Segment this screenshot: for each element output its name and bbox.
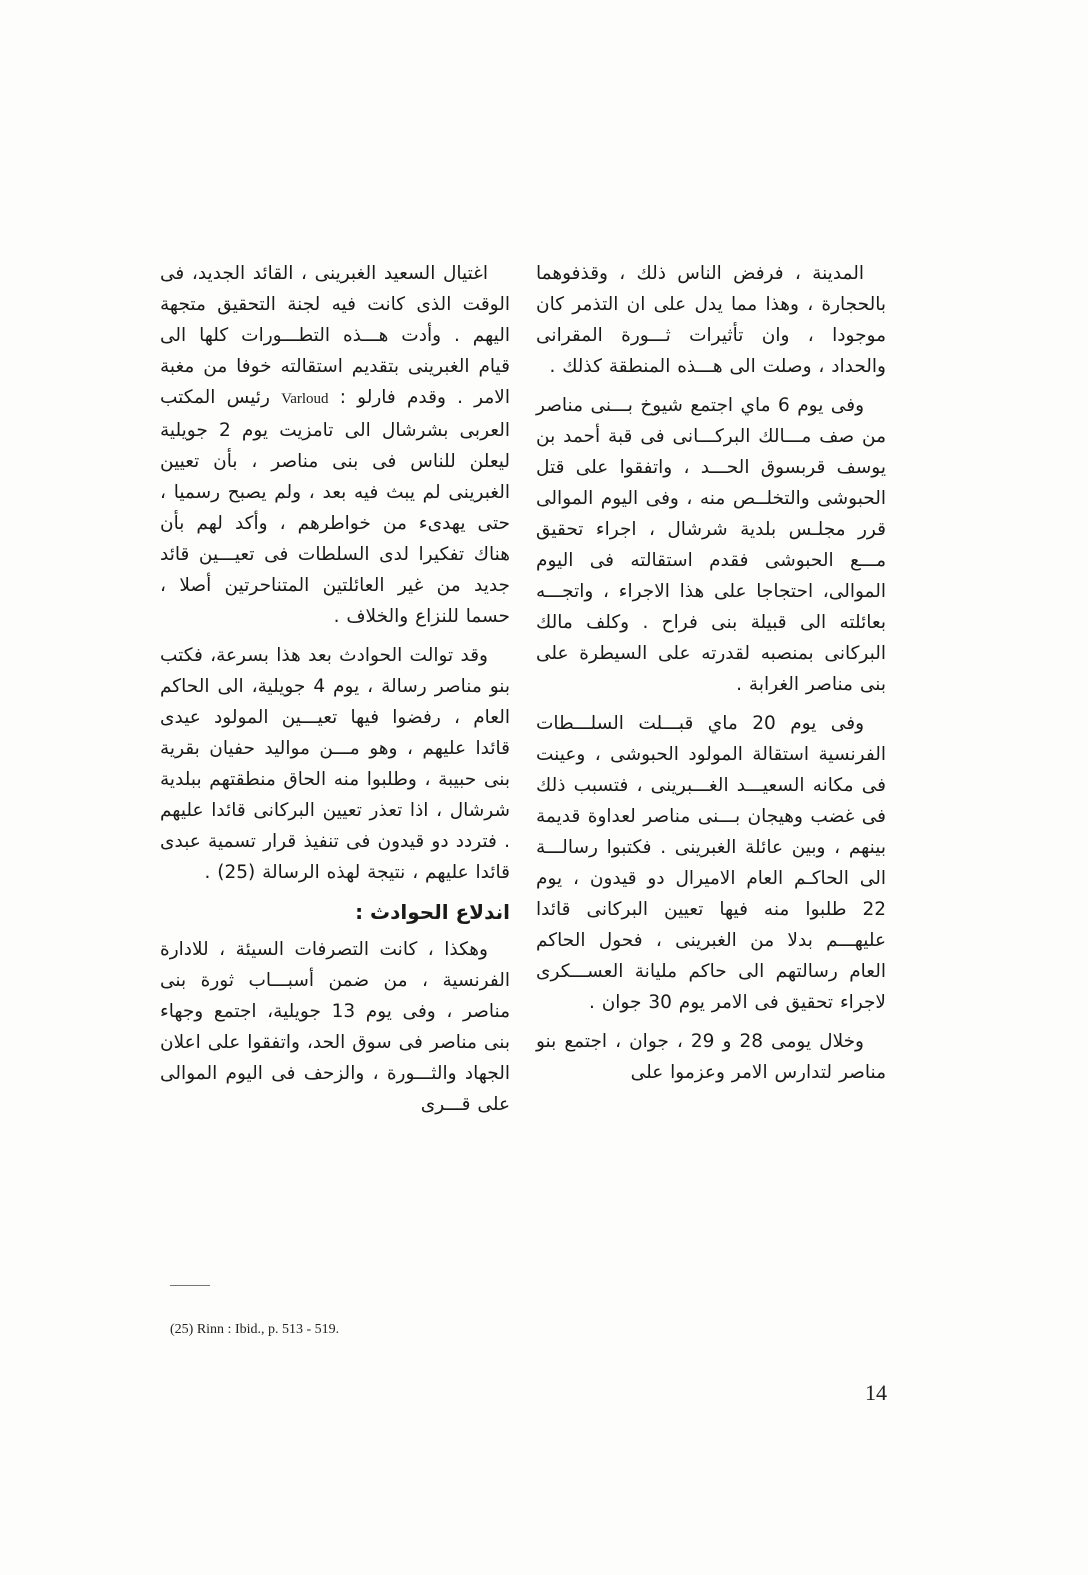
footnote-divider: [170, 1285, 210, 1286]
left-paragraph-3: وهكذا ، كانت التصرفات السيئة ، للادارة الفرنسية ، من ضمن أسبـــاب ثورة بنى مناصر ، وفى يوم 13 جويلية، اجتمع وجهاء بنى مناصر فى سوق الحد، واتفقوا على اعلان الجهاد والثـــورة ، والزحف فى اليوم الموالى على قـــرى: [160, 939, 510, 1115]
left-text-column: [160, 258, 510, 1120]
left-paragraph-2: وقد توالت الحوادث بعد هذا بسرعة، فكتب بنو مناصر رسالة ، يوم 4 جويلية، الى الحاكم العام ، رفضوا فيها تعيـــين المولود عيدى قائدا عليهم ، وهو مـــن مواليد حفيان بقرية بنى حبيبة ، وطلبوا منه الحاق منطقتهم ببلدية شرشال ، اذا تعذر تعيين البركانى قائدا عليهم . فتردد دو قيدون فى تنفيذ قرار تسمية عبدى قائدا عليهم ، نتيجة لهذه الرسالة (25) .: [160, 645, 510, 883]
right-paragraph-4: وخلال يومى 28 و 29 ، جوان ، اجتمع بنو مناصر لتدارس الامر وعزموا على: [536, 1031, 886, 1083]
section-heading: اندلاع الحوادث :: [355, 900, 510, 924]
footnote: (25) Rinn : Ibid., p. 513 - 519.: [170, 1322, 340, 1337]
right-paragraph-3: وفى يوم 20 ماي قبـــلت السلـــطات الفرنسية استقالة المولود الحبوشى ، وعينت فى مكانه السعيـــد الغـــبرينى ، فتسبب ذلك فى غضب وهيجان بـــنى مناصر لعداوة قديمة بينهم ، وبين عائلة الغبرينى . فكتبوا رسالـــة الى الحاكـم العام الاميرال دو قيدون ، يوم 22 طلبوا منه فيها تعيين البركانى قائدا عليهـــم بدلا من الغبرينى ، فحول الحاكم العام رسالتهم الى حاكم مليانة العســـكرى لاجراء تحقيق فى الامر يوم 30 جوان .: [536, 713, 886, 1013]
right-paragraph-2: وفى يوم 6 ماي اجتمع شيوخ بـــنى مناصر من صف مـــالك البركـــانى فى قبة أحمد بن يوسف قربسوق الحـــد ، واتفقوا على قتل الحبوشى والتخلــص منه ، وفى اليوم الموالى قرر مجلـس بلدية شرشال ، اجراء تحقيق مـــع الحبوشى فقدم استقالته فى اليوم الموالى، احتجاجا على هذا الاجراء ، واتجـــه بعائلته الى قبيلة بنى فراح . وكلف مالك البركانى بمنصبه لقدرته على السيطرة على بنى مناصر الغرابة .: [536, 395, 886, 695]
left-paragraph-1-part-b: رئيس المكتب العربى بشرشال الى تامزيت يوم 2 جويلية ليعلن للناس فى بنى مناصر ، بأن تعيين الغبرينى لم يبث فيه بعد ، ولم يصبح رسميا ، حتى يهدىء من خواطرهم ، وأكد لهم بأن هناك تفكيرا لدى السلطات فى تعيـــين قائد جديد من غير العائلتين المتناحرتين أصلا ، حسما للنزاع والخلاف .: [160, 387, 510, 627]
latin-name-varloud: Varloud: [281, 391, 329, 407]
left-paragraph-1: [160, 258, 510, 632]
page-number: 14: [865, 1380, 887, 1405]
right-text-column: [536, 258, 886, 1088]
left-paragraph-1-part-a: اغتيال السعيد الغبرينى ، القائد الجديد، فى الوقت الذى كانت فيه لجنة التحقيق متجهة اليهم . وأدت هـــذه التطـــورات كلها الى قيام الغبرينى بتقديم استقالته خوفا من مغبة الامر . وقدم فارلو :: [160, 263, 510, 408]
right-paragraph-1: المدينة ، فرفض الناس ذلك ، وقذفوهما بالحجارة ، وهذا مما يدل على ان التذمر كان موجودا ، وان تأثيرات ثـــورة المقرانى والحداد ، وصلت الى هـــذه المنطقة كذلك .: [536, 263, 886, 377]
